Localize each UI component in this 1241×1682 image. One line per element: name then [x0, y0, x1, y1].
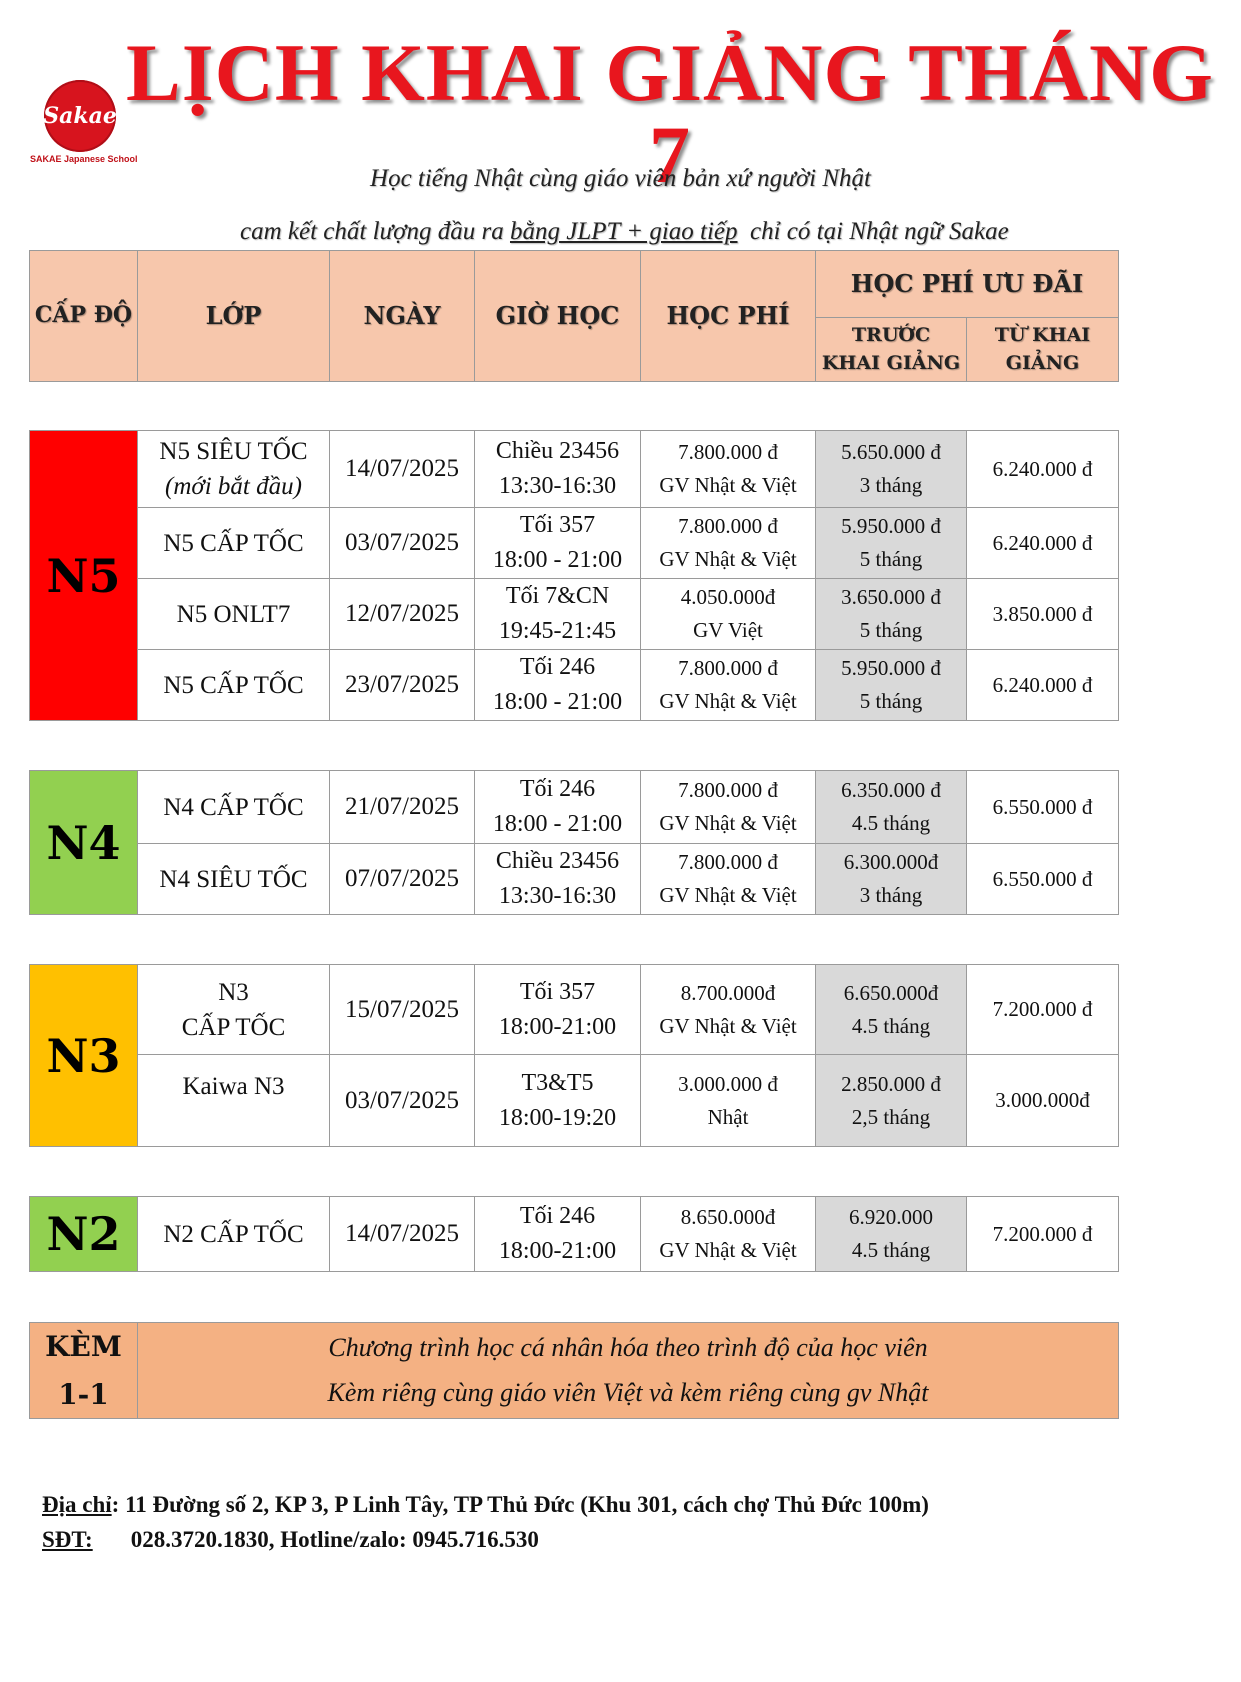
class-cell	[138, 965, 330, 1055]
class-name: N5 CẤP TỐC	[138, 650, 330, 721]
before-opening-cell	[816, 579, 967, 650]
before-opening-cell	[816, 771, 967, 844]
from-opening-price: 3.000.000đ	[967, 1055, 1119, 1147]
fee-teacher: GV Nhật & Việt	[659, 473, 797, 497]
phone-label: SĐT:	[42, 1527, 93, 1552]
before-opening-price: 5.950.000 đ	[841, 656, 941, 681]
fee-amount: 7.800.000 đ	[678, 440, 778, 465]
time-days: Tối 357	[519, 978, 596, 1005]
date-cell: 03/07/2025	[330, 1055, 475, 1147]
time-days: Tối 7&CN	[505, 583, 610, 610]
class-name: N3	[218, 978, 249, 1006]
course-duration: 4.5 tháng	[851, 1013, 931, 1038]
fee-cell	[641, 1055, 816, 1147]
before-opening-cell	[816, 508, 967, 579]
header-level: CẤP ĐỘ	[30, 251, 138, 382]
level-n3: N3	[30, 965, 138, 1147]
time-days: Tối 246	[519, 776, 596, 803]
subtitle-prefix: cam kết chất lượng đầu ra	[240, 218, 510, 245]
class-name: N5 SIÊU TỐC	[159, 438, 308, 465]
class-note: CẤP TỐC	[181, 1013, 286, 1041]
address-text: 11 Đường số 2, KP 3, P Linh Tây, TP Thủ Đức (Khu 301, cách chợ Thủ Đức 100m)	[125, 1492, 929, 1517]
fee-amount: 3.000.000 đ	[678, 1071, 778, 1096]
fee-amount: 8.650.000đ	[680, 1205, 776, 1230]
date-cell: 21/07/2025	[330, 771, 475, 844]
n2-table	[29, 1196, 1119, 1272]
page-title: LỊCH KHAI GIẢNG THÁNG 7	[126, 27, 1214, 200]
date-cell: 03/07/2025	[330, 508, 475, 579]
time-hours: 13:30-16:30	[498, 883, 617, 909]
address-line	[42, 1492, 929, 1518]
class-cell	[138, 431, 330, 508]
fee-teacher: GV Nhật & Việt	[659, 1013, 797, 1038]
time-cell	[475, 431, 641, 508]
tutoring-label-line-1: KÈM	[45, 1330, 122, 1363]
before-opening-cell	[816, 1197, 967, 1272]
header-before-opening: TRƯỚC KHAI GIẢNG	[816, 318, 967, 382]
time-days: Tối 246	[519, 1203, 596, 1230]
address-label: Địa chỉ	[42, 1492, 112, 1517]
from-opening-price: 7.200.000 đ	[967, 965, 1119, 1055]
course-duration: 5 tháng	[859, 618, 923, 642]
class-name: N5 ONLT7	[138, 579, 330, 650]
before-opening-price: 5.950.000 đ	[841, 514, 941, 539]
class-note: (mới bắt đầu)	[165, 473, 302, 500]
header-time: GIỜ HỌC	[475, 251, 641, 382]
schedule-header	[29, 250, 1119, 382]
from-opening-price: 6.240.000 đ	[967, 650, 1119, 721]
fee-amount: 4.050.000đ	[680, 585, 776, 610]
fee-teacher: GV Nhật & Việt	[659, 883, 797, 907]
fee-cell	[641, 508, 816, 579]
class-name: N4 SIÊU TỐC	[138, 844, 330, 915]
before-opening-price: 5.650.000 đ	[841, 440, 941, 465]
course-duration: 2,5 tháng	[851, 1104, 931, 1129]
header-from-opening: TỪ KHAI GIẢNG	[967, 318, 1119, 382]
date-cell: 14/07/2025	[330, 431, 475, 508]
course-duration: 5 tháng	[859, 689, 923, 713]
n3-table	[29, 964, 1119, 1147]
class-name: N4 CẤP TỐC	[138, 771, 330, 844]
subtitle-suffix: chỉ có tại Nhật ngữ Sakae	[737, 218, 1009, 245]
tutoring-label	[30, 1323, 138, 1419]
course-duration: 3 tháng	[859, 473, 923, 497]
course-duration: 5 tháng	[859, 547, 923, 571]
time-hours: 18:00-21:00	[498, 1238, 617, 1264]
private-tutoring-table	[29, 1322, 1119, 1419]
time-cell	[475, 965, 641, 1055]
level-n2: N2	[30, 1197, 138, 1272]
fee-teacher: Nhật	[707, 1104, 749, 1129]
time-hours: 18:00-21:00	[498, 1013, 617, 1040]
fee-teacher: GV Nhật & Việt	[659, 1238, 797, 1262]
address-separator: :	[111, 1492, 126, 1517]
before-opening-price: 3.650.000 đ	[841, 585, 941, 610]
header-promo: HỌC PHÍ ƯU ĐÃI	[816, 251, 1119, 318]
before-opening-price: 6.920.000	[849, 1205, 933, 1230]
time-cell	[475, 579, 641, 650]
date-cell: 15/07/2025	[330, 965, 475, 1055]
fee-cell	[641, 431, 816, 508]
from-opening-price: 7.200.000 đ	[967, 1197, 1119, 1272]
subtitle-line-1: Học tiếng Nhật cùng giáo viên bản xứ người Nhật	[370, 165, 871, 192]
fee-amount: 7.800.000 đ	[678, 850, 778, 875]
logo-caption: SAKAE Japanese School	[30, 154, 138, 164]
class-name: Kaiwa N3	[138, 1055, 330, 1147]
tutoring-line-1: Chương trình học cá nhân hóa theo trình độ của học viên	[328, 1333, 928, 1363]
before-opening-cell	[816, 1055, 967, 1147]
date-cell: 23/07/2025	[330, 650, 475, 721]
fee-cell	[641, 579, 816, 650]
time-days: T3&T5	[521, 1069, 594, 1096]
time-days: Chiều 23456	[495, 438, 620, 465]
date-cell: 14/07/2025	[330, 1197, 475, 1272]
fee-teacher: GV Nhật & Việt	[659, 811, 797, 835]
subtitle-underlined: bằng JLPT + giao tiếp	[509, 218, 738, 245]
course-duration: 4.5 tháng	[851, 1238, 931, 1262]
level-n5: N5	[30, 431, 138, 721]
fee-cell	[641, 844, 816, 915]
tutoring-description	[138, 1323, 1119, 1419]
from-opening-price: 3.850.000 đ	[967, 579, 1119, 650]
fee-amount: 7.800.000 đ	[678, 514, 778, 539]
course-duration: 3 tháng	[859, 883, 923, 907]
phone-text: 028.3720.1830, Hotline/zalo: 0945.716.530	[130, 1527, 539, 1552]
time-cell	[475, 650, 641, 721]
from-opening-price: 6.240.000 đ	[967, 431, 1119, 508]
before-opening-cell	[816, 650, 967, 721]
fee-teacher: GV Việt	[693, 618, 763, 642]
header-fee: HỌC PHÍ	[641, 251, 816, 382]
fee-cell	[641, 771, 816, 844]
time-hours: 18:00 - 21:00	[492, 547, 623, 573]
fee-teacher: GV Nhật & Việt	[659, 689, 797, 713]
phone-line	[42, 1527, 539, 1553]
class-name: N5 CẤP TỐC	[138, 508, 330, 579]
time-days: Tối 246	[519, 654, 596, 681]
time-hours: 18:00 - 21:00	[492, 811, 623, 837]
subtitle-line-2	[240, 218, 1140, 246]
time-hours: 13:30-16:30	[498, 473, 617, 499]
fee-cell	[641, 650, 816, 721]
from-opening-price: 6.550.000 đ	[967, 771, 1119, 844]
time-days: Chiều 23456	[495, 848, 620, 875]
before-opening-cell	[816, 844, 967, 915]
fee-amount: 7.800.000 đ	[678, 656, 778, 681]
tutoring-line-2: Kèm riêng cùng giáo viên Việt và kèm riêng cùng gv Nhật	[327, 1377, 929, 1407]
time-cell	[475, 1055, 641, 1147]
time-hours: 19:45-21:45	[498, 618, 617, 644]
before-opening-price: 2.850.000 đ	[841, 1071, 941, 1096]
time-cell	[475, 508, 641, 579]
header-date: NGÀY	[330, 251, 475, 382]
course-duration: 4.5 tháng	[851, 811, 931, 835]
fee-teacher: GV Nhật & Việt	[659, 547, 797, 571]
before-opening-price: 6.350.000 đ	[841, 778, 941, 803]
fee-cell	[641, 965, 816, 1055]
logo-mark-text: Sakae	[43, 103, 117, 129]
from-opening-price: 6.240.000 đ	[967, 508, 1119, 579]
before-opening-price: 6.650.000đ	[843, 980, 939, 1005]
header-class: LỚP	[138, 251, 330, 382]
tutoring-label-line-2: 1-1	[58, 1377, 109, 1411]
level-n4: N4	[30, 771, 138, 915]
time-cell	[475, 771, 641, 844]
fee-amount: 7.800.000 đ	[678, 778, 778, 803]
fee-cell	[641, 1197, 816, 1272]
logo-mark	[44, 80, 116, 152]
n5-table	[29, 430, 1119, 721]
before-opening-cell	[816, 431, 967, 508]
time-hours: 18:00 - 21:00	[492, 689, 623, 715]
before-opening-cell	[816, 965, 967, 1055]
time-hours: 18:00-19:20	[498, 1104, 617, 1131]
before-opening-price: 6.300.000đ	[843, 850, 939, 875]
date-cell: 12/07/2025	[330, 579, 475, 650]
from-opening-price: 6.550.000 đ	[967, 844, 1119, 915]
time-cell	[475, 844, 641, 915]
time-cell	[475, 1197, 641, 1272]
fee-amount: 8.700.000đ	[680, 980, 776, 1005]
class-name: N2 CẤP TỐC	[138, 1197, 330, 1272]
date-cell: 07/07/2025	[330, 844, 475, 915]
n4-table	[29, 770, 1119, 915]
time-days: Tối 357	[519, 512, 596, 539]
